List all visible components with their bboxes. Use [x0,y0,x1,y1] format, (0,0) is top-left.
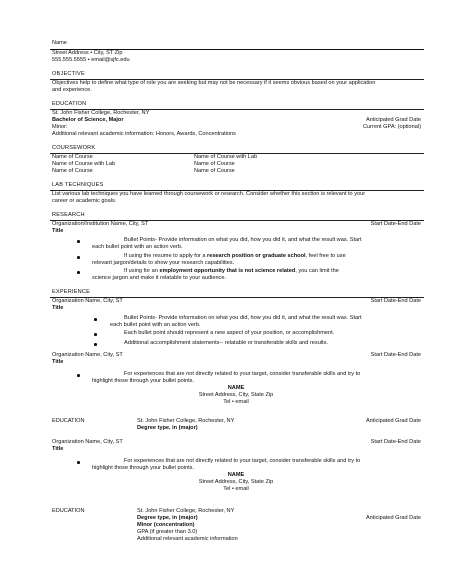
degree: Bachelor of Science, Major [52,117,124,123]
contact-name-1: NAME [227,385,245,391]
bullet-icon [94,333,97,336]
research-bullet-2-line-2: relevant jargon/details to show your research capabilities. [92,260,235,266]
school-name: St. John Fisher College, Rochester, NY [52,110,150,116]
school-name-3: St. John Fisher College, Rochester, NY [137,508,235,514]
bullet-icon [94,318,97,321]
research-bullet-3-line-1: If using for an employment opportunity that is not science related, you can limit the [124,268,339,274]
additional-academic: Additional relevant academic information: Honors, Awards, Concentrations [52,131,236,137]
school-name-2: St. John Fisher College, Rochester, NY [137,418,235,424]
degree-3: Degree type, in (major) [137,515,198,521]
contact-address-1: Street Address, City, State Zip [198,392,274,398]
experience-3-bullet-1-line-1: For experiences that are not directly related to your target, consider transferable skills and try to [124,458,361,464]
experience-dates-3: Start Date-End Date [370,439,421,445]
experience-org-2: Organization Name, City, ST [52,352,123,358]
experience-1-bullet-2: Each bullet point should represent a new aspect of your position, or accomplishment. [124,330,335,336]
contact-info: 555.555.5555 • email@sjfc.edu [52,57,130,63]
bullet-icon [77,240,80,243]
experience-title-2: Title [52,359,64,365]
research-title: Title [52,228,64,234]
bullet-icon [94,343,97,346]
bullet-icon [77,271,80,274]
research-bullet-2-line-1: If using the resume to apply for a research position or graduate school, feel free to use [124,253,346,259]
course-left-1: Name of Course [52,154,93,160]
gpa: Current GPA: (optional) [362,124,421,130]
experience-title-3: Title [52,446,64,452]
bullet-icon [77,374,80,377]
bullet-icon [77,256,80,259]
grad-date-3: Anticipated Grad Date [365,515,421,521]
street-address: Street Address • City, ST Zip [52,50,123,56]
contact-tel-email-1: Tel • email [223,399,249,405]
course-right-1: Name of Course with Lab [194,154,258,160]
experience-1-bullet-3: Additional accomplishment statements-- relatable or transferable skills and results. [124,340,328,346]
experience-dates-2: Start Date-End Date [370,352,421,358]
experience-org-3: Organization Name, City, ST [52,439,123,445]
minor-3: Minor (concentration) [137,522,195,528]
lab-text-1: List various lab techniques you have learned through coursework or research. Consider whether this section is relevant to your [52,191,366,197]
objective-text-2: and experience. [52,87,92,93]
experience-2-bullet-1-line-2: highlight those through your bullet points. [92,378,194,384]
lab-text-2: career or academic goals. [52,198,117,204]
experience-dates-1: Start Date-End Date [370,298,421,304]
experience-org-1: Organization Name, City, ST [52,298,123,304]
lab-heading: LAB TECHNIQUES [52,182,104,188]
education-heading-3: EDUCATION [52,508,85,514]
research-heading: RESEARCH [52,212,85,218]
experience-title-1: Title [52,305,64,311]
contact-tel-email-2: Tel • email [223,486,249,492]
education-heading-2: EDUCATION [52,418,85,424]
experience-1-bullet-1-line-2: each bullet point with an action verb. [110,322,201,328]
research-dates: Start Date-End Date [370,221,421,227]
additional-academic-3: Additional relevant academic information [137,536,238,542]
course-right-3: Name of Course [194,168,235,174]
course-right-2: Name of Course [194,161,235,167]
experience-heading: EXPERIENCE [52,289,91,295]
contact-address-2: Street Address, City, State Zip [198,479,274,485]
bullet-icon [77,461,80,464]
research-org: Organization/Institution Name, City, ST [52,221,149,227]
objective-heading: OBJECTIVE [52,71,85,77]
minor: Minor: [52,124,68,130]
research-bullet-1-line-2: each bullet point with an action verb. [92,244,183,250]
degree-2: Degree type, in (major) [137,425,198,431]
grad-date-2: Anticipated Grad Date [365,418,421,424]
coursework-heading: COURSEWORK [52,145,96,151]
research-bullet-1-line-1: Bullet Points- Provide information on what you did, how you did it, and what the result was. Start [124,237,362,243]
objective-text-1: Objectives help to define what type of role you are seeking but may not be necessary if it seems obvious based on your application [52,80,376,86]
course-left-2: Name of Course with Lab [52,161,116,167]
experience-3-bullet-1-line-2: highlight those through your bullet points. [92,465,194,471]
gpa-3: GPA (if greater than 3.0) [137,529,198,535]
course-left-3: Name of Course [52,168,93,174]
contact-name-2: NAME [227,472,245,478]
experience-2-bullet-1-line-1: For experiences that are not directly related to your target, consider transferable skills and try to [124,371,361,377]
grad-date: Anticipated Grad Date [365,117,421,123]
education-heading: EDUCATION [52,101,87,107]
resume-name: Name [52,40,67,46]
research-bullet-3-line-2: science jargon and make it relatable to your audience. [92,275,227,281]
experience-1-bullet-1-line-1: Bullet Points- Provide information on what you did, how you did it, and what the result was. Start [124,315,362,321]
